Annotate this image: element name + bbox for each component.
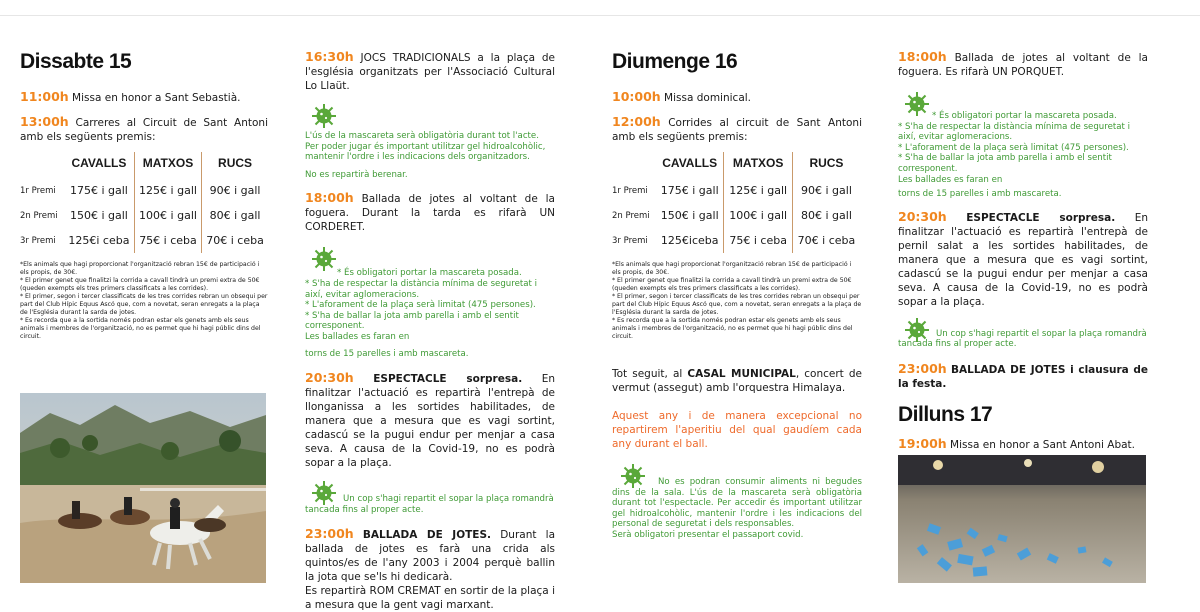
- table-cell: 125€i ceba: [68, 234, 130, 247]
- table-header: RUCS: [792, 152, 860, 178]
- aperitiu-notice: Aquest any i de manera excepcional no repartirem l'aperitiu del qual gaudíem cada any durant el ball.: [612, 410, 862, 450]
- event-text: En finalitzar l'actuació es repartirà l'entrepà de llonganissa a les sortides habilitades, de manera que a mesura que es vagi sortint, cadascú se la pugui endur per menjar a casa seva. A causa de la Covid-19, no es podrà sopar a la plaça.: [305, 373, 555, 470]
- table-row: [20, 178, 268, 203]
- notice-line: torns de 15 parelles i amb mascareta.: [898, 189, 1062, 200]
- coronavirus-icon: [311, 103, 337, 129]
- table-row: [20, 228, 268, 253]
- notice-line: torns de 15 parelles i amb mascareta.: [305, 348, 469, 359]
- notice-line: Les ballades es faran en: [898, 174, 1003, 185]
- fine-print-line: * El primer genet que finalitzi la corrida a cavall tindrà un premi extra de 50€ (queden exempts els tres primers classificats a les corrides).: [20, 277, 260, 292]
- horse-race-photo: [20, 393, 266, 583]
- table-header: MATXOS: [134, 152, 201, 178]
- event-text: Corrides al circuit de Sant Antoni amb els següents premis:: [612, 117, 862, 143]
- event-text: , concert de vermut (assegut) amb l'orquestra Himalaya.: [612, 368, 863, 394]
- notice-line: Les ballades es faran en: [305, 331, 410, 342]
- notice-line: * S'ha de ballar la jota amb parella i amb el sentit corresponent.: [305, 310, 519, 332]
- notice-line: * S'ha de ballar la jota amb parella i amb el sentit corresponent.: [898, 153, 1112, 174]
- saturday-afternoon-column: [305, 50, 555, 612]
- table-header-row: [612, 152, 860, 178]
- event-missa-dominical: [612, 90, 862, 105]
- fine-print-line: * El primer genet que finalitzi la corrida a cavall tindrà un premi extra de 50€ (queden exempts els tres primers classificats a les corrides).: [612, 277, 852, 292]
- table-cell: 125€iceba: [660, 234, 719, 247]
- table-cell: 100€ i gall: [724, 203, 793, 228]
- notice-line: Un cop s'hagi repartit el sopar la plaça romandrà tancada fins al proper acte.: [305, 494, 554, 515]
- table-cell: 75€ i ceba: [724, 228, 793, 253]
- notice-line: * És obligatori portar la mascareta posada.: [932, 111, 1117, 121]
- event-time: 10:00h: [612, 89, 661, 104]
- table-cell: 70€ i ceba: [202, 228, 268, 253]
- event-text: Missa en honor a Sant Sebastià.: [72, 92, 241, 104]
- fine-print-line: * El primer, segon i tercer classificats de les tres corrides rebran un obsequi per part del Club Hípic Equus Ascó que, com a novetat, seran enregats a la plaça de l'Església durant la sarda de jotes.: [612, 293, 862, 316]
- table-header: CAVALLS: [662, 156, 718, 170]
- fine-print-line: * El primer, segon i tercer classificats de les tres corrides rebran un obsequi per part del Club Hípic Equus Ascó que, com a novetat, seran enregats a la plaça de l'Església durant la sarda de jotes.: [20, 293, 268, 316]
- event-time: 20:30h: [305, 370, 354, 386]
- table-header-empty: [20, 152, 64, 178]
- horse-race-image: [20, 393, 266, 583]
- event-missa-sant-sebastia: [20, 90, 268, 105]
- day-title-saturday: Dissabte 15: [20, 50, 132, 73]
- prize-table-saturday: [20, 152, 268, 253]
- row-label: 1r Premi: [612, 185, 648, 196]
- notice-line: L'ús de la mascareta serà obligatòria durant tot l'acte.: [305, 131, 539, 141]
- notice-line: * S'ha de respectar la distància mínima de seguretat i així, evitar aglomeracions.: [898, 121, 1130, 143]
- table-cell: 80€ i gall: [202, 203, 268, 228]
- notice-line: * L'aforament de la plaça serà limitat (475 persones).: [305, 300, 536, 311]
- event-time: 13:00h: [20, 114, 69, 129]
- event-text: JOCS TRADICIONALS a la plaça de l'església organitzats per l'Associació Cultural Lo Llaüt.: [305, 52, 556, 92]
- event-text: Ballada de jotes al voltant de la foguera. Es rifarà UN PORQUET.: [898, 52, 1148, 78]
- event-espectacle: [305, 371, 555, 470]
- event-text: Durant la ballada de jotes es farà una crida als quintos/es de l'any 2003 i 2004 perquè ballin la jota que se'ls hi dedicarà.: [305, 529, 556, 584]
- covid-notice: [305, 480, 555, 515]
- row-label: 2n Premi: [612, 210, 650, 221]
- table-cell: 70€ i ceba: [792, 228, 860, 253]
- event-time: 18:00h: [898, 49, 947, 64]
- table-cell: 125€ i gall: [134, 178, 201, 203]
- table-cell: 175€ i gall: [660, 184, 719, 197]
- event-text: En finalitzar l'actuació es repartirà l'entrepà de pernil salat a les sortides habilitades, de manera que a mesura que es vagi sortint, cadascú se la pugui endur per menjar a casa seva. A causa de la Covid-19, no es podrà sopar a la plaça.: [898, 211, 1148, 308]
- notice-line: Per poder jugar és important utilitzar gel hidroalcohòlic, mantenir l'ordre i les indicacions dels organitzadors.: [305, 141, 546, 163]
- day-title-sunday: Diumenge 16: [612, 50, 738, 73]
- sunday-evening-column: [898, 50, 1148, 452]
- notice-line: No es podran consumir aliments ni begudes dins de la sala. L'ús de la mascareta serà obligatòria durant tot l'espectacle. Per accedir és important utilitzar gel hidroalcohòlic, mantenir l'ordre i les indicacions del personal de seguretat i dels responsables.: [612, 477, 862, 530]
- event-time: 19:00h: [898, 435, 947, 451]
- race-fine-print: [20, 261, 268, 341]
- event-text: Carreres al Circuit de Sant Antoni amb els següents premis:: [20, 117, 268, 143]
- event-ballada-foguera-diumenge: [898, 50, 1148, 79]
- race-fine-print: [612, 261, 862, 341]
- table-cell: 75€ i ceba: [134, 228, 201, 253]
- table-cell: 90€ i gall: [202, 178, 268, 203]
- event-concert-vermut: [612, 367, 862, 395]
- event-missa-sant-antoni: [898, 437, 1148, 452]
- notice-line: * S'ha de respectar la distància mínima de seguretat i així, evitar aglomeracions.: [305, 278, 537, 300]
- event-text: Missa dominical.: [664, 92, 752, 104]
- event-place: CASAL MUNICIPAL: [687, 368, 796, 380]
- table-header: MATXOS: [724, 152, 793, 178]
- row-label: 1r Premi: [20, 185, 56, 196]
- row-label: 3r Premi: [612, 235, 648, 246]
- covid-notice: [612, 463, 862, 541]
- event-time: 11:00h: [20, 89, 69, 104]
- row-label: 3r Premi: [20, 235, 56, 246]
- confetti-photo: [898, 455, 1146, 583]
- event-time: 23:00h: [898, 360, 947, 376]
- event-title: ESPECTACLE sorpresa.: [966, 211, 1116, 224]
- event-clausura: [898, 362, 1148, 391]
- covid-notice: [305, 103, 555, 180]
- notice-line: No es repartirà berenar.: [305, 169, 408, 180]
- confetti-image: [898, 455, 1146, 583]
- sunday-column: [612, 50, 862, 541]
- table-header: RUCS: [202, 152, 268, 178]
- event-time: 20:30h: [898, 208, 947, 224]
- table-cell: 80€ i gall: [792, 203, 860, 228]
- event-text-extra: Es repartirà ROM CREMAT en sortir de la plaça i a mesura que la gent vagi marxant.: [305, 585, 555, 612]
- prize-table-sunday: [612, 152, 860, 253]
- table-header: CAVALLS: [71, 156, 127, 170]
- event-time: 12:00h: [612, 114, 661, 129]
- fine-print-line: * Es recorda que a la sortida només podran estar els genets amb els seus animals i membres de l'organització, no es permet que hi hagi públic dins del circuit.: [20, 317, 261, 340]
- table-cell: 150€ i gall: [69, 209, 128, 222]
- table-header-row: [20, 152, 268, 178]
- table-cell: 90€ i gall: [792, 178, 860, 203]
- event-title: BALLADA DE JOTES.: [362, 529, 492, 542]
- row-label: 2n Premi: [20, 210, 58, 221]
- table-cell: 150€ i gall: [660, 209, 719, 222]
- fine-print-line: *Els animals que hagi proporcionat l'organització rebran 15€ de participació i els propis, de 30€.: [612, 261, 852, 276]
- saturday-column: [20, 50, 268, 341]
- event-text: Ballada de jotes al voltant de la foguera. Durant la tarda es rifarà UN CORDERET.: [305, 193, 555, 234]
- fine-print-line: *Els animals que hagi proporcionat l'organització rebran 15€ de participació i els propis, de 30€.: [20, 261, 260, 276]
- table-row: [612, 178, 860, 203]
- fine-print-line: * Es recorda que a la sortida només podran estar els genets amb els seus animals i membres de l'organització, no es permet que hi hagi públic dins del circuit.: [612, 317, 853, 340]
- table-row: [20, 203, 268, 228]
- notice-line: * L'aforament de la plaça serà limitat (475 persones).: [898, 142, 1129, 153]
- table-row: [612, 228, 860, 253]
- covid-notice: [305, 246, 555, 359]
- table-cell: 125€ i gall: [724, 178, 793, 203]
- event-text: Missa en honor a Sant Antoni Abat.: [950, 438, 1136, 451]
- event-corrides: [612, 115, 862, 144]
- notice-line: * És obligatori portar la mascareta posada.: [337, 268, 522, 279]
- table-row: [612, 203, 860, 228]
- notice-line: Serà obligatori presentar el passaport covid.: [612, 529, 804, 540]
- event-ballada-foguera: [305, 191, 555, 234]
- event-title: ESPECTACLE sorpresa.: [373, 373, 523, 386]
- event-time: 18:00h: [305, 190, 354, 206]
- table-cell: 175€ i gall: [69, 184, 128, 197]
- event-jocs-tradicionals: [305, 50, 555, 93]
- event-text: BALLADA DE JOTES i clausura de la festa.: [898, 363, 1149, 390]
- covid-notice: [898, 91, 1148, 200]
- event-time: 16:30h: [305, 49, 354, 64]
- table-header-empty: [612, 152, 656, 178]
- event-carreres: [20, 115, 268, 144]
- day-title-monday: Dilluns 17: [898, 402, 993, 426]
- covid-notice: [898, 317, 1148, 350]
- table-cell: 100€ i gall: [134, 203, 201, 228]
- notice-line: Un cop s'hagi repartit el sopar la plaça romandrà tancada fins al proper acte.: [898, 328, 1147, 350]
- event-espectacle-diumenge: [898, 210, 1148, 309]
- event-text: Tot seguit, al: [612, 368, 683, 380]
- event-ballada-jotes: [305, 527, 555, 612]
- event-time: 23:00h: [305, 526, 354, 542]
- top-divider: [0, 15, 1200, 16]
